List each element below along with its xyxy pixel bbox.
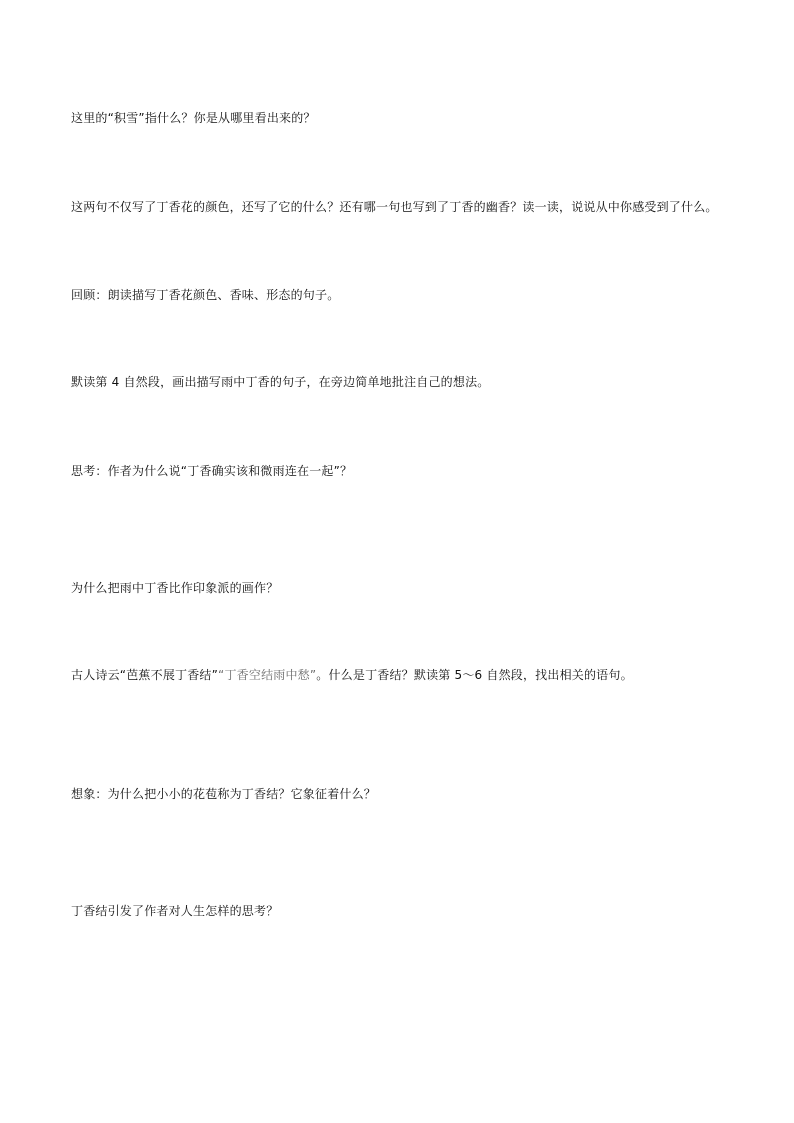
question-text: 回顾：朗读描写丁香花颜色、香味、形态的句子。: [71, 288, 340, 302]
question-text: 想象：为什么把小小的花苞称为丁香结？它象征着什么？: [71, 787, 377, 801]
question-text-before: 古人诗云“芭蕉不展丁香结”: [71, 668, 219, 682]
question-text-after: 。什么是丁香结？默读第 5～6 自然段，找出相关的语句。: [316, 668, 633, 682]
question-text: [71, 667, 731, 683]
question-text: 思考：作者为什么说“丁香确实该和微雨连在一起”？: [71, 464, 353, 478]
question-text: 为什么把雨中丁香比作印象派的画作？: [71, 581, 279, 595]
question-text: 这里的“积雪”指什么？你是从哪里看出来的？: [71, 111, 316, 125]
poem-quote: “丁香空结雨中愁”: [218, 668, 317, 682]
question-text: 丁香结引发了作者对人生怎样的思考？: [71, 904, 279, 918]
question-text: 默读第 4 自然段，画出描写雨中丁香的句子，在旁边简单地批注自己的想法。: [71, 375, 490, 389]
question-text: 这两句不仅写了丁香花的颜色，还写了它的什么？还有哪一句也写到了丁香的幽香？读一读，说说从中你感受到了什么。: [71, 200, 718, 214]
